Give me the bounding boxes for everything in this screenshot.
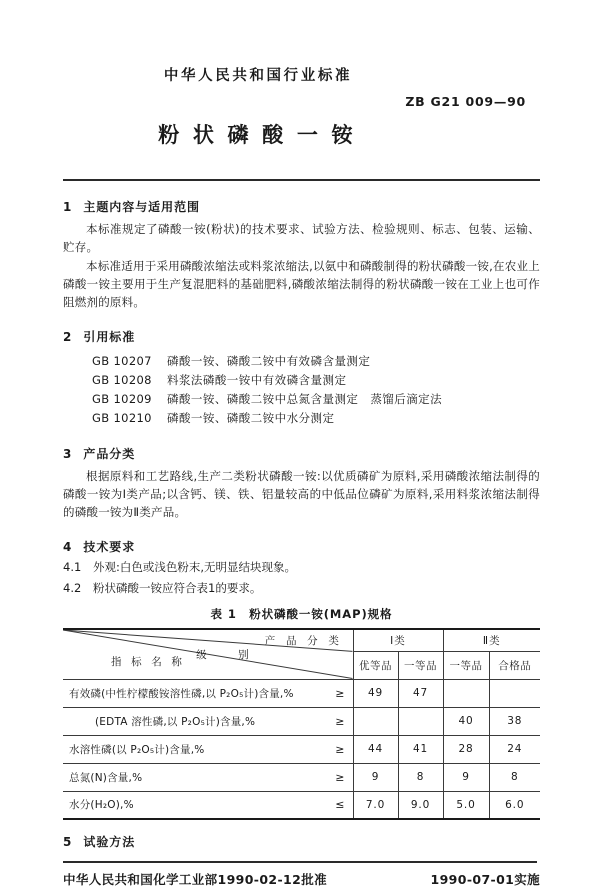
limit-operator: ≥ (335, 770, 345, 784)
section-number: 2 (63, 330, 72, 344)
grade-header: 一等品 (443, 651, 489, 679)
table-caption: 表 1 粉状磷酸一铵(MAP)规格 (210, 607, 393, 621)
value-cell (489, 679, 540, 707)
grade-header: 一等品 (398, 651, 443, 679)
indicator-cell (63, 763, 353, 791)
limit-operator: ≥ (335, 686, 345, 700)
section-1-paragraph-1: 本标准规定了磷酸一铵(粉状)的技术要求、试验方法、检验规则、标志、包装、运输、贮存。 (63, 222, 540, 254)
footer-effective-date: 1990-07-01实施 (430, 872, 540, 887)
value-cell: 8 (489, 763, 540, 791)
limit-operator: ≤ (335, 798, 345, 812)
value-cell: 9 (443, 763, 489, 791)
section-1-heading (63, 198, 540, 215)
section-2-heading (63, 328, 540, 345)
reference-code: GB 10210 (92, 411, 152, 425)
section-3-paragraph-1: 根据原料和工艺路线,生产二类粉状磷酸一铵:以优质磷矿为原料,采用磷酸浓缩法制得的磷酸一铵为Ⅰ类产品;以含钙、镁、铁、铝量较高的中低品位磷矿为原料,采用料浆浓缩法制得的磷酸一铵为Ⅱ类产品。 (63, 469, 540, 519)
section-number: 3 (63, 447, 72, 461)
value-cell: 47 (398, 679, 443, 707)
indicator-name: 水分(H₂O),% (69, 799, 134, 812)
indicator-name: 有效磷(中性柠檬酸铵溶性磷,以 P₂O₅计)含量,% (69, 687, 294, 700)
org-title: 中华人民共和国行业标准 (163, 68, 353, 84)
section-title: 试验方法 (83, 835, 136, 849)
diagonal-label-product-class: 产 品 分 类 (264, 635, 343, 647)
value-cell: 40 (443, 707, 489, 735)
footer-rule (63, 861, 537, 863)
limit-operator: ≥ (335, 714, 345, 728)
standard-number: ZB G21 009—90 (405, 94, 526, 109)
diagonal-label-grade: 级 别 (196, 649, 249, 661)
spec-table (63, 628, 540, 820)
reference-code: GB 10208 (92, 373, 152, 387)
reference-code: GB 10209 (92, 392, 152, 406)
section-number: 4 (63, 540, 72, 554)
clause-4-2 (63, 580, 540, 597)
reference-title: 磷酸一铵、磷酸二铵中总氮含量测定 蒸馏后滴定法 (167, 392, 443, 406)
value-cell: 6.0 (489, 791, 540, 819)
reference-title: 料浆法磷酸一铵中有效磷含量测定 (167, 373, 347, 387)
section-number: 5 (63, 835, 72, 849)
value-cell: 8 (398, 763, 443, 791)
section-4-heading (63, 538, 540, 555)
indicator-cell (63, 707, 353, 735)
value-cell: 7.0 (353, 791, 398, 819)
section-3-heading (63, 445, 540, 462)
column-group-class-1: Ⅰ类 (353, 629, 443, 651)
reference-item (92, 352, 540, 371)
indicator-cell (63, 791, 353, 819)
reference-title: 磷酸一铵、磷酸二铵中水分测定 (167, 411, 335, 425)
diagonal-label-indicator: 指 标 名 称 (111, 655, 186, 668)
value-cell: 5.0 (443, 791, 489, 819)
value-cell: 9.0 (398, 791, 443, 819)
value-cell: 28 (443, 735, 489, 763)
limit-operator: ≥ (335, 742, 345, 756)
reference-item (92, 409, 540, 428)
section-number: 1 (63, 200, 72, 214)
section-title: 引用标准 (83, 330, 136, 344)
value-cell (443, 679, 489, 707)
grade-header: 合格品 (489, 651, 540, 679)
clause-text: 粉状磷酸一铵应符合表1的要求。 (93, 581, 262, 595)
reference-list (92, 352, 540, 428)
title-block (63, 119, 453, 149)
column-group-class-2: Ⅱ类 (443, 629, 540, 651)
table-row (63, 735, 540, 763)
header-rule (63, 179, 540, 181)
table-row (63, 763, 540, 791)
section-1-paragraph-2: 本标准适用于采用磷酸浓缩法或料浆浓缩法,以氨中和磷酸制得的粉状磷酸一铵,在农业上磷酸一铵主要用于生产复混肥料的基础肥料,磷酸浓缩法制得的粉状磷酸一铵在工业上也可作阻燃剂的原料。 (63, 259, 540, 309)
indicator-cell (63, 735, 353, 763)
section-title: 主题内容与适用范围 (83, 200, 201, 214)
document-footer (63, 870, 540, 888)
table-row (63, 707, 540, 735)
value-cell (353, 707, 398, 735)
table-header-row-groups (63, 629, 540, 651)
value-cell: 49 (353, 679, 398, 707)
indicator-cell (63, 679, 353, 707)
table-row (63, 791, 540, 819)
value-cell: 44 (353, 735, 398, 763)
indicator-name: 总氮(N)含量,% (69, 771, 143, 784)
section-title: 产品分类 (83, 447, 136, 461)
clause-number: 4.1 (63, 560, 82, 574)
grade-header: 优等品 (353, 651, 398, 679)
value-cell: 9 (353, 763, 398, 791)
clause-text: 外观:白色或浅色粉末,无明显结块现象。 (93, 560, 297, 574)
document-header (63, 64, 453, 85)
indicator-name: (EDTA 溶性磷,以 P₂O₅计)含量,% (95, 715, 256, 728)
value-cell: 41 (398, 735, 443, 763)
reference-code: GB 10207 (92, 354, 152, 368)
footer-approval: 中华人民共和国化学工业部1990-02-12批准 (63, 872, 327, 887)
reference-title: 磷酸一铵、磷酸二铵中有效磷含量测定 (167, 354, 371, 368)
reference-item (92, 371, 540, 390)
indicator-name: 水溶性磷(以 P₂O₅计)含量,% (69, 743, 205, 756)
value-cell (398, 707, 443, 735)
value-cell: 38 (489, 707, 540, 735)
clause-number: 4.2 (63, 581, 82, 595)
table-row (63, 679, 540, 707)
value-cell: 24 (489, 735, 540, 763)
section-5-heading (63, 833, 540, 850)
reference-item (92, 390, 540, 409)
section-title: 技术要求 (83, 540, 136, 554)
diagonal-header-cell (63, 629, 353, 679)
clause-4-1 (63, 559, 540, 576)
document-title: 粉状磷酸一铵 (158, 123, 367, 147)
